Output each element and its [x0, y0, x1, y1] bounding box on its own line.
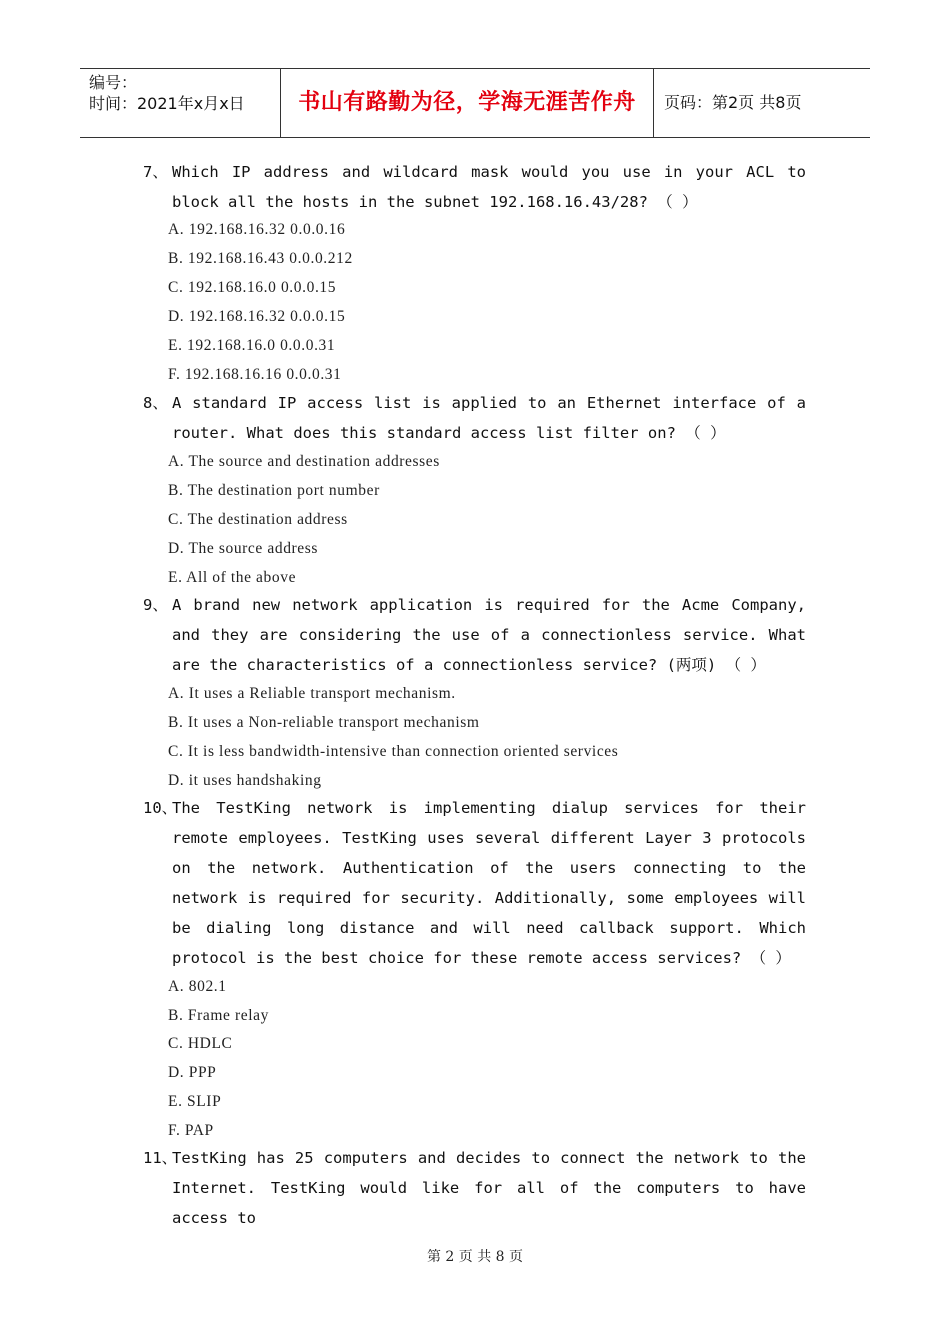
- question-number: 11、: [143, 1149, 178, 1167]
- option-b: B. The destination port number: [168, 482, 380, 499]
- option-d: D. it uses handshaking: [168, 772, 322, 789]
- option-c: C. 192.168.16.0 0.0.0.15: [168, 279, 337, 296]
- option-f: F. 192.168.16.16 0.0.0.31: [168, 366, 342, 383]
- option-a: A. The source and destination addresses: [168, 453, 440, 470]
- question-number: 10、: [143, 799, 178, 817]
- option-e: E. All of the above: [168, 569, 297, 586]
- option-c: C. The destination address: [168, 511, 348, 528]
- question-stem: A brand new network application is required for the Acme Company, and they are considering the use of a connectionless service. What are the characteristics of a connectionless service? (两项) （ ）: [172, 596, 806, 674]
- header-motto: 书山有路勤为径，学海无涯苦作舟: [281, 69, 654, 137]
- option-b: B. Frame relay: [168, 1007, 269, 1024]
- question-stem: The TestKing network is implementing dialup services for their remote employees. TestKing uses several different Layer 3 protocols on the network. Authentication of the users connecting to the network is required for security. Additionally, some employees will be dialing long distance and will need callback support. Which protocol is the best choice for these remote access services? （ ）: [172, 799, 806, 967]
- option-a: A. 802.1: [168, 978, 227, 995]
- header-page-info: 页码：第2页 共8页: [664, 93, 802, 112]
- option-c: C. HDLC: [168, 1035, 233, 1052]
- page-header: [80, 68, 870, 138]
- option-a: A. It uses a Reliable transport mechanism.: [168, 685, 456, 702]
- question-stem: TestKing has 25 computers and decides to connect the network to the Internet. TestKing would like for all of the computers to have access to: [172, 1149, 806, 1227]
- option-d: D. 192.168.16.32 0.0.0.15: [168, 308, 346, 325]
- question-stem: Which IP address and wildcard mask would you use in your ACL to block all the hosts in the subnet 192.168.16.43/28? （ ）: [172, 163, 806, 211]
- header-meta: [80, 69, 281, 137]
- question-number: 7、: [143, 163, 168, 181]
- option-b: B. 192.168.16.43 0.0.0.212: [168, 250, 353, 267]
- question-number: 9、: [143, 596, 168, 614]
- option-d: D. The source address: [168, 540, 319, 557]
- question-stem: A standard IP access list is applied to an Ethernet interface of a router. What does this standard access list filter on? （ ）: [172, 394, 806, 442]
- option-b: B. It uses a Non-reliable transport mechanism: [168, 714, 480, 731]
- option-c: C. It is less bandwidth-intensive than connection oriented services: [168, 743, 619, 760]
- document-date: 时间：2021年x月x日: [89, 94, 245, 113]
- document-number-label: 编号：: [89, 73, 138, 92]
- option-e: E. 192.168.16.0 0.0.0.31: [168, 337, 336, 354]
- question-number: 8、: [143, 394, 168, 412]
- option-e: E. SLIP: [168, 1093, 222, 1110]
- option-a: A. 192.168.16.32 0.0.0.16: [168, 221, 346, 238]
- option-d: D. PPP: [168, 1064, 217, 1081]
- page-footer: 第 2 页 共 8 页: [426, 1249, 524, 1265]
- option-f: F. PAP: [168, 1122, 214, 1139]
